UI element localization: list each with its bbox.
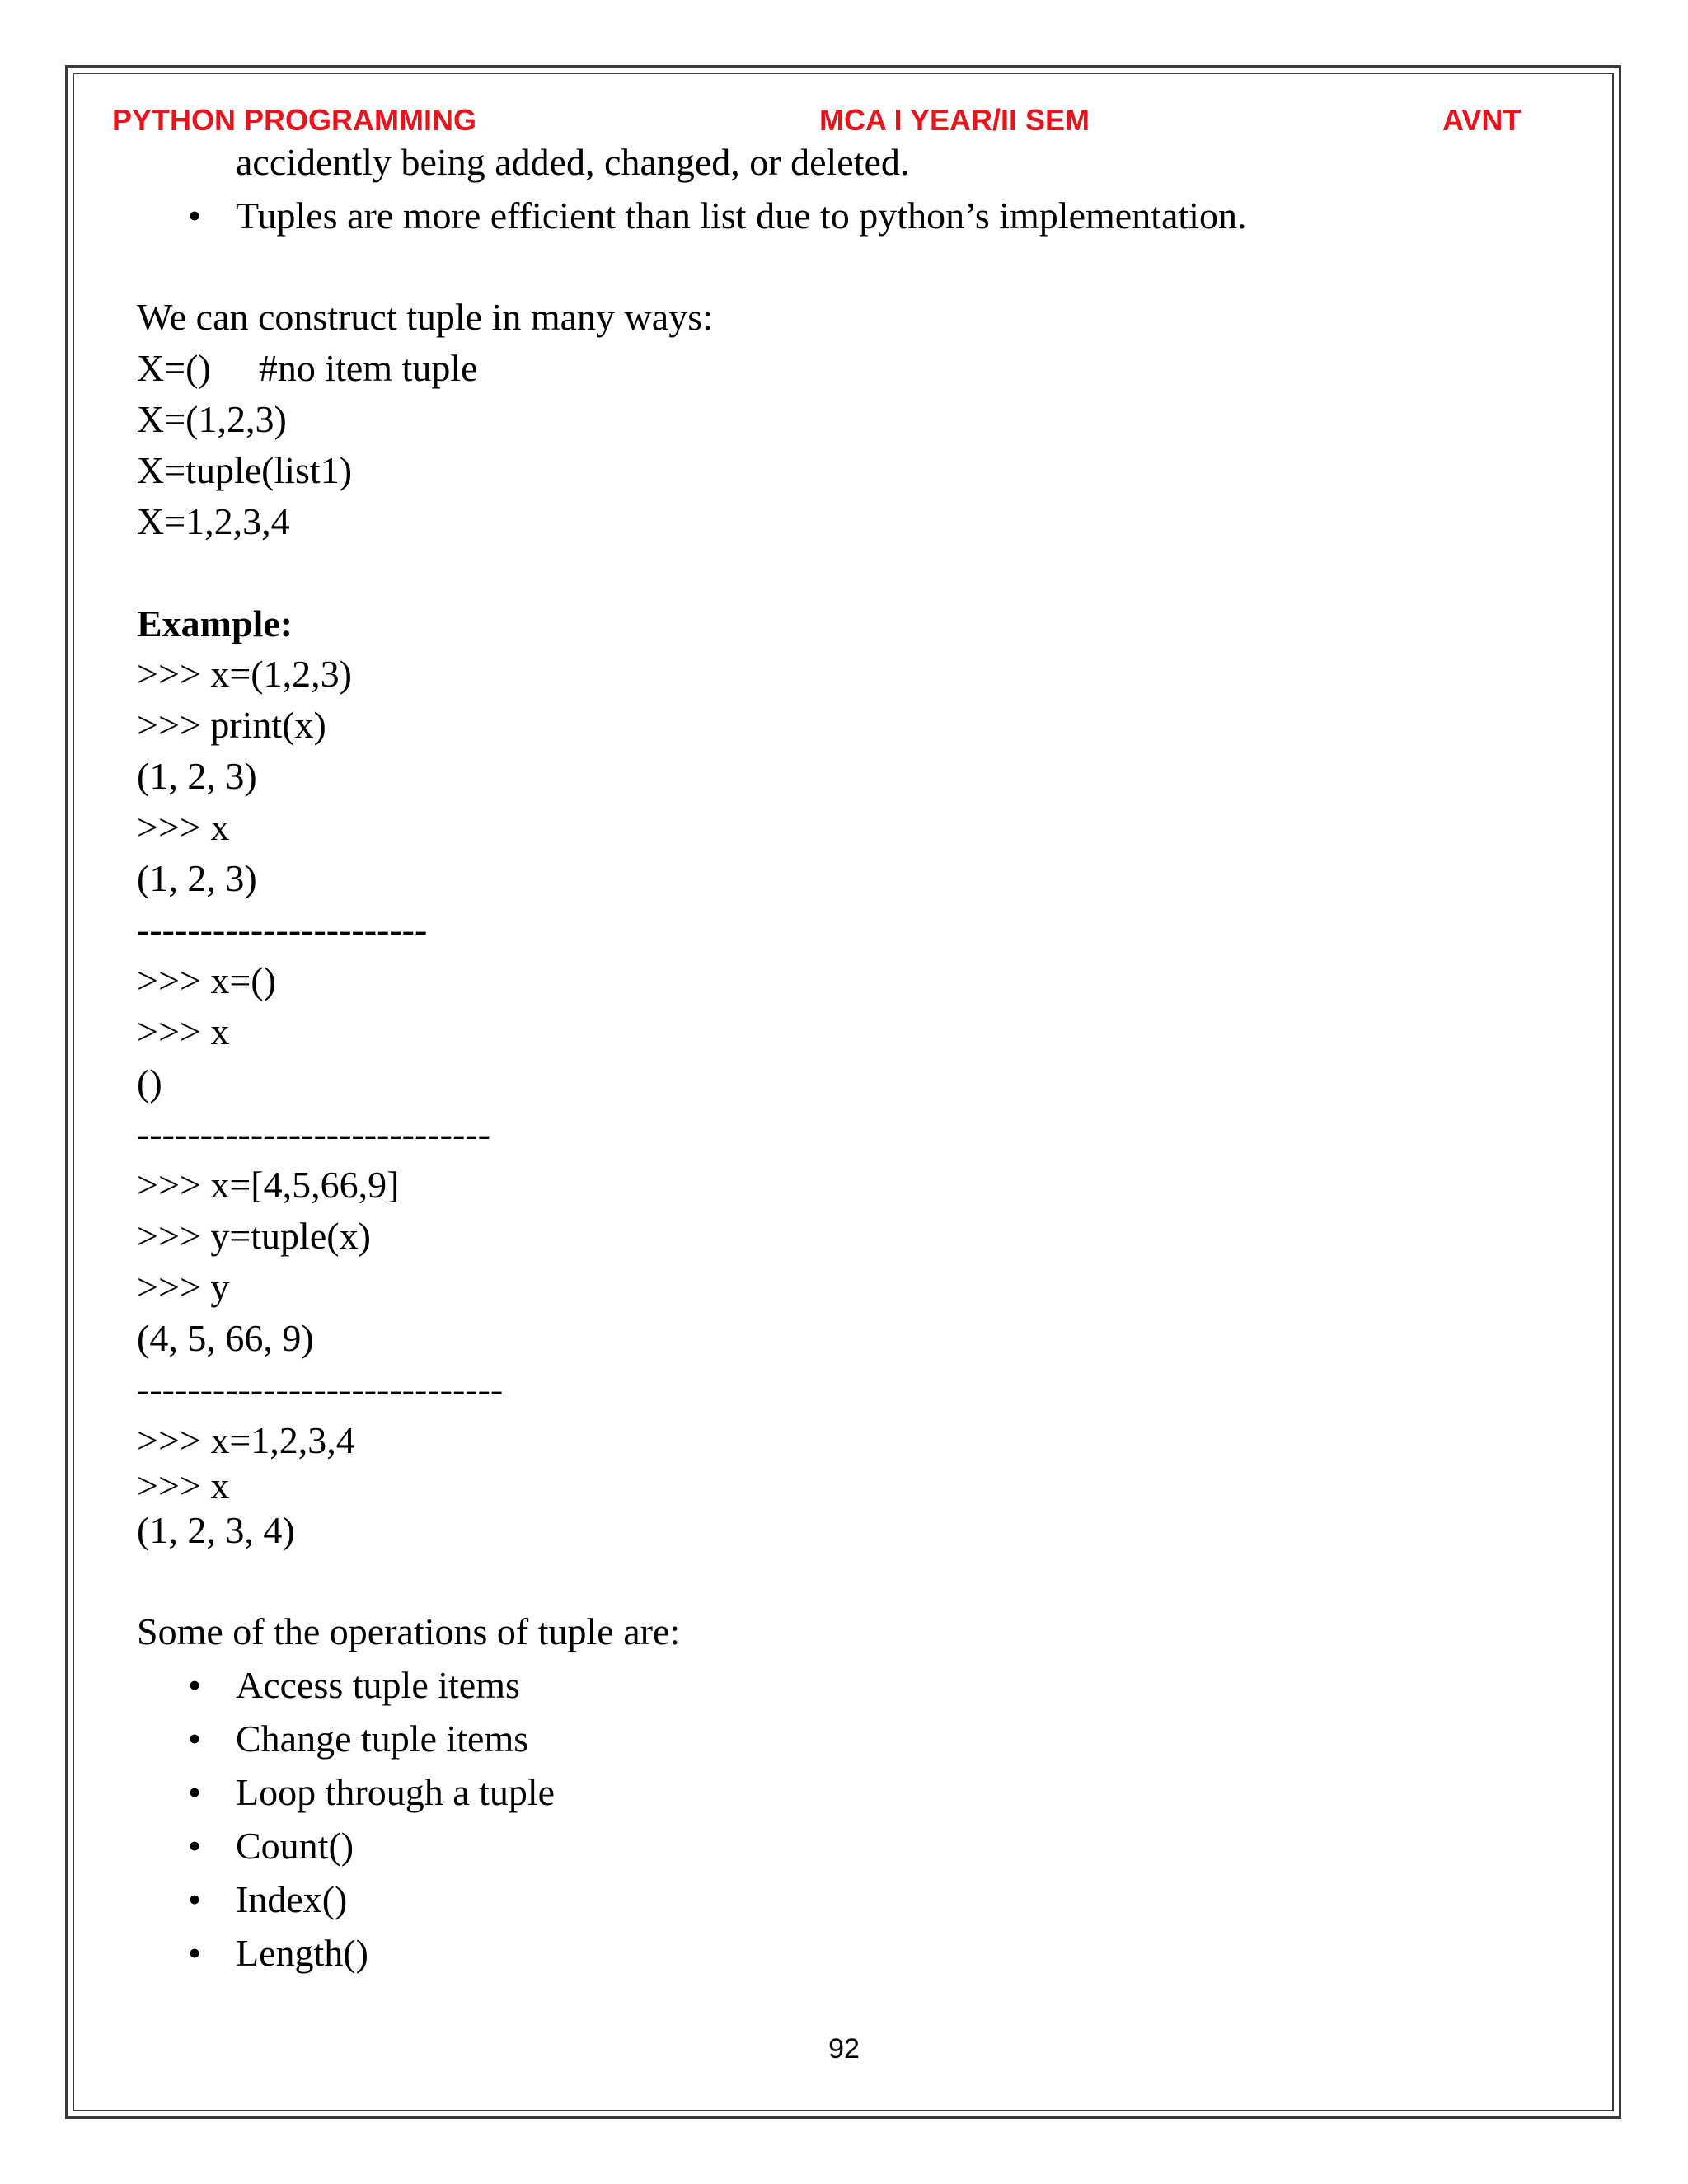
example-line: >>> y: [137, 1266, 230, 1308]
bullet-dot: •: [188, 1664, 202, 1706]
example-line: (): [137, 1062, 162, 1104]
example-line: >>> x=(1,2,3): [137, 653, 352, 695]
example-separator: -----------------------: [137, 908, 428, 950]
example-heading: Example:: [137, 602, 293, 644]
operations-list-item: [188, 1770, 556, 1815]
bullet-dot: •: [188, 1771, 202, 1813]
intro-bullet-item: [188, 194, 1247, 238]
operations-item-text: Access tuple items: [236, 1664, 520, 1706]
example-line: >>> print(x): [137, 704, 326, 746]
operations-heading: Some of the operations of tuple are:: [137, 1610, 681, 1652]
operations-item-text: Count(): [236, 1825, 354, 1867]
operations-list-item: [188, 1663, 520, 1708]
bullet-dot: •: [188, 194, 202, 237]
construct-line-3: X=tuple(list1): [137, 449, 353, 491]
bullet-dot: •: [188, 1932, 202, 1974]
example-line: >>> x: [137, 1010, 230, 1052]
example-line: (1, 2, 3): [137, 755, 257, 797]
construct-line-1-code: X=(): [137, 347, 211, 389]
example-line: >>> x=1,2,3,4: [137, 1419, 355, 1461]
example-line: (4, 5, 66, 9): [137, 1317, 314, 1359]
construct-line-1-comment: #no item tuple: [258, 347, 478, 389]
intro-continuation-text: accidently being added, changed, or deleted.: [236, 141, 910, 183]
example-line: >>> y=tuple(x): [137, 1215, 371, 1257]
header-course-title: PYTHON PROGRAMMING: [112, 103, 477, 137]
operations-list-item: [188, 1931, 368, 1975]
header-institution: AVNT: [1442, 103, 1522, 137]
operations-list-item: [188, 1717, 529, 1761]
operations-list-item: [188, 1877, 348, 1922]
example-separator: ----------------------------: [137, 1113, 490, 1155]
example-line: >>> x=[4,5,66,9]: [137, 1164, 400, 1206]
operations-item-text: Loop through a tuple: [236, 1771, 556, 1813]
construct-line-4: X=1,2,3,4: [137, 500, 290, 542]
construct-line-1: [137, 346, 478, 391]
header-semester: MCA I YEAR/II SEM: [819, 103, 1090, 137]
intro-bullet-text: Tuples are more efficient than list due to python’s implementation.: [236, 194, 1247, 237]
example-line: (1, 2, 3): [137, 857, 257, 899]
bullet-dot: •: [188, 1825, 202, 1867]
construct-line-2: X=(1,2,3): [137, 398, 287, 440]
operations-list-item: [188, 1824, 354, 1868]
example-line: >>> x: [137, 1465, 230, 1507]
example-line: >>> x: [137, 806, 230, 848]
example-line: (1, 2, 3, 4): [137, 1509, 295, 1551]
bullet-dot: •: [188, 1878, 202, 1920]
example-separator: -----------------------------: [137, 1368, 504, 1410]
page-number: 92: [828, 2033, 860, 2064]
construct-heading: We can construct tuple in many ways:: [137, 296, 713, 338]
operations-item-text: Length(): [236, 1932, 368, 1974]
operations-item-text: Change tuple items: [236, 1718, 529, 1760]
operations-item-text: Index(): [236, 1878, 348, 1920]
bullet-dot: •: [188, 1718, 202, 1760]
example-line: >>> x=(): [137, 959, 276, 1001]
